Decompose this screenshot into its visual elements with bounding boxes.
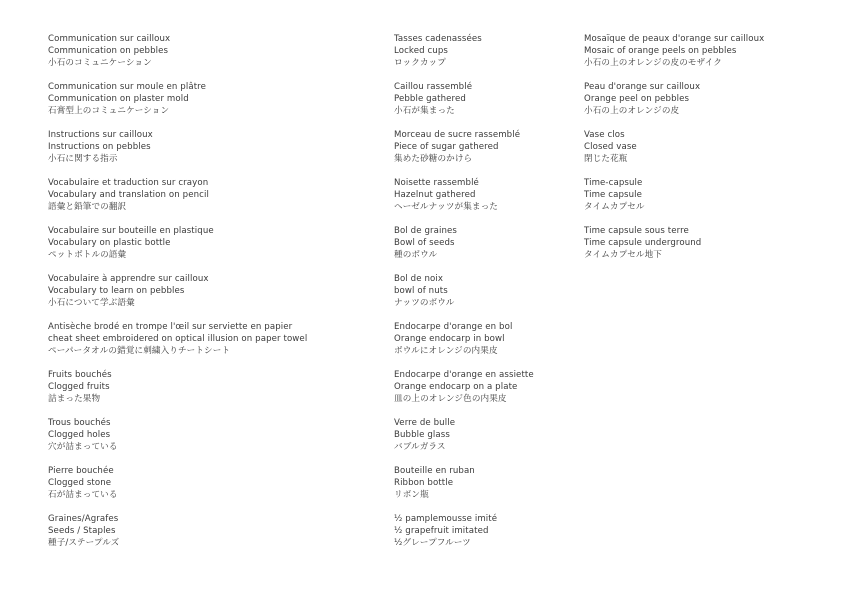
french-label: Instructions sur cailloux bbox=[48, 130, 153, 140]
list-item bbox=[394, 129, 574, 177]
english-label: Vocabulary to learn on pebbles bbox=[48, 286, 185, 296]
english-label: Vocabulary on plastic bottle bbox=[48, 238, 171, 248]
list-item bbox=[394, 321, 574, 369]
japanese-label: ½グレープフルーツ bbox=[394, 538, 471, 548]
english-label: Seeds / Staples bbox=[48, 526, 116, 536]
french-label: Verre de bulle bbox=[394, 418, 456, 428]
list-item bbox=[48, 513, 378, 561]
list-item bbox=[584, 177, 834, 225]
list-item bbox=[48, 129, 378, 177]
japanese-label: ボウルにオレンジの内果皮 bbox=[394, 346, 498, 356]
japanese-label: 集めた砂糖のかけら bbox=[394, 154, 473, 164]
english-label: Ribbon bottle bbox=[394, 478, 454, 488]
list-item bbox=[394, 225, 574, 273]
french-label: Time capsule sous terre bbox=[584, 226, 689, 236]
column-1 bbox=[48, 33, 378, 561]
french-label: Noisette rassemblé bbox=[394, 178, 479, 188]
french-label: Pierre bouchée bbox=[48, 466, 114, 476]
japanese-label: 種のボウル bbox=[394, 250, 438, 260]
english-label: Orange endocarp on a plate bbox=[394, 382, 518, 392]
japanese-label: 語彙と鉛筆での翻訳 bbox=[48, 202, 127, 212]
list-item bbox=[48, 369, 378, 417]
list-item bbox=[584, 225, 834, 273]
japanese-label: 小石について学ぶ語彙 bbox=[48, 298, 135, 308]
french-label: Morceau de sucre rassemblé bbox=[394, 130, 521, 140]
french-label: Time-capsule bbox=[584, 178, 643, 188]
french-label: Trous bouchés bbox=[48, 418, 111, 428]
japanese-label: 種子/ステープルズ bbox=[48, 538, 120, 548]
list-item bbox=[48, 81, 378, 129]
english-label: cheat sheet embroidered on optical illusion on paper towel bbox=[48, 334, 308, 344]
japanese-label: バブルガラス bbox=[394, 442, 446, 452]
list-item bbox=[48, 321, 378, 369]
french-label: Vase clos bbox=[584, 130, 625, 140]
english-label: Communication on pebbles bbox=[48, 46, 169, 56]
french-label: Fruits bouchés bbox=[48, 370, 112, 380]
list-item bbox=[394, 513, 574, 561]
list-item bbox=[48, 465, 378, 513]
japanese-label: 穴が詰まっている bbox=[48, 442, 118, 452]
japanese-label: タイムカプセル地下 bbox=[584, 250, 662, 260]
japanese-label: 小石の上のオレンジの皮のモザイク bbox=[584, 58, 722, 68]
english-label: Clogged holes bbox=[48, 430, 111, 440]
french-label: Caillou rassemblé bbox=[394, 82, 473, 92]
english-label: bowl of nuts bbox=[394, 286, 448, 296]
japanese-label: ヘーゼルナッツが集まった bbox=[394, 202, 498, 212]
list-item bbox=[48, 273, 378, 321]
english-label: Orange peel on pebbles bbox=[584, 94, 690, 104]
japanese-label: リボン瓶 bbox=[394, 490, 429, 500]
list-item bbox=[584, 33, 834, 81]
japanese-label: 小石に関する指示 bbox=[48, 154, 118, 164]
english-label: Mosaic of orange peels on pebbles bbox=[584, 46, 737, 56]
list-item bbox=[584, 81, 834, 129]
japanese-label: 詰まった果物 bbox=[48, 394, 101, 404]
french-label: Endocarpe d'orange en assiette bbox=[394, 370, 534, 380]
english-label: Communication on plaster mold bbox=[48, 94, 189, 104]
french-label: Mosaïque de peaux d'orange sur cailloux bbox=[584, 34, 765, 44]
english-label: Clogged stone bbox=[48, 478, 112, 488]
list-item bbox=[394, 33, 574, 81]
english-label: ½ grapefruit imitated bbox=[394, 526, 489, 536]
column-3 bbox=[584, 33, 834, 273]
french-label: Antisèche brodé en trompe l'œil sur serviette en papier bbox=[48, 322, 293, 332]
english-label: Instructions on pebbles bbox=[48, 142, 151, 152]
english-label: Vocabulary and translation on pencil bbox=[48, 190, 209, 200]
japanese-label: ペットボトルの語彙 bbox=[48, 250, 127, 260]
french-label: Graines/Agrafes bbox=[48, 514, 119, 524]
english-label: Orange endocarp in bowl bbox=[394, 334, 505, 344]
list-item bbox=[48, 33, 378, 81]
japanese-label: 石が詰まっている bbox=[48, 490, 118, 500]
list-item bbox=[48, 177, 378, 225]
french-label: Vocabulaire sur bouteille en plastique bbox=[48, 226, 214, 236]
french-label: Vocabulaire et traduction sur crayon bbox=[48, 178, 209, 188]
english-label: Time capsule bbox=[584, 190, 643, 200]
french-label: ½ pamplemousse imité bbox=[394, 514, 498, 524]
japanese-label: 小石のコミュニケーション bbox=[48, 58, 152, 68]
list-item bbox=[394, 81, 574, 129]
japanese-label: 石膏型上のコミュニケーション bbox=[48, 106, 170, 116]
english-label: Closed vase bbox=[584, 142, 637, 152]
list-item bbox=[394, 417, 574, 465]
french-label: Endocarpe d'orange en bol bbox=[394, 322, 513, 332]
japanese-label: 小石が集まった bbox=[394, 106, 455, 116]
list-item bbox=[48, 417, 378, 465]
english-label: Bowl of seeds bbox=[394, 238, 455, 248]
list-item bbox=[394, 369, 574, 417]
english-label: Locked cups bbox=[394, 46, 448, 56]
japanese-label: タイムカプセル bbox=[584, 202, 645, 212]
english-label: Piece of sugar gathered bbox=[394, 142, 499, 152]
french-label: Communication sur moule en plâtre bbox=[48, 82, 207, 92]
japanese-label: 皿の上のオレンジ色の内果皮 bbox=[394, 394, 507, 404]
column-2 bbox=[394, 33, 574, 561]
english-label: Bubble glass bbox=[394, 430, 450, 440]
japanese-label: 閉じた花瓶 bbox=[584, 154, 628, 164]
list-item bbox=[394, 465, 574, 513]
list-item bbox=[584, 129, 834, 177]
english-label: Clogged fruits bbox=[48, 382, 110, 392]
japanese-label: ペーパータオルの錯覚に刺繍入りチートシート bbox=[48, 346, 231, 356]
french-label: Bouteille en ruban bbox=[394, 466, 475, 476]
list-item bbox=[394, 177, 574, 225]
french-label: Bol de graines bbox=[394, 226, 457, 236]
french-label: Bol de noix bbox=[394, 274, 444, 284]
japanese-label: 小石の上のオレンジの皮 bbox=[584, 106, 680, 116]
french-label: Tasses cadenassées bbox=[394, 34, 482, 44]
list-item bbox=[48, 225, 378, 273]
list-item bbox=[394, 273, 574, 321]
japanese-label: ロックカップ bbox=[394, 58, 446, 68]
french-label: Vocabulaire à apprendre sur cailloux bbox=[48, 274, 209, 284]
japanese-label: ナッツのボウル bbox=[394, 298, 455, 308]
french-label: Peau d'orange sur cailloux bbox=[584, 82, 701, 92]
english-label: Time capsule underground bbox=[584, 238, 702, 248]
english-label: Hazelnut gathered bbox=[394, 190, 476, 200]
english-label: Pebble gathered bbox=[394, 94, 466, 104]
french-label: Communication sur cailloux bbox=[48, 34, 171, 44]
